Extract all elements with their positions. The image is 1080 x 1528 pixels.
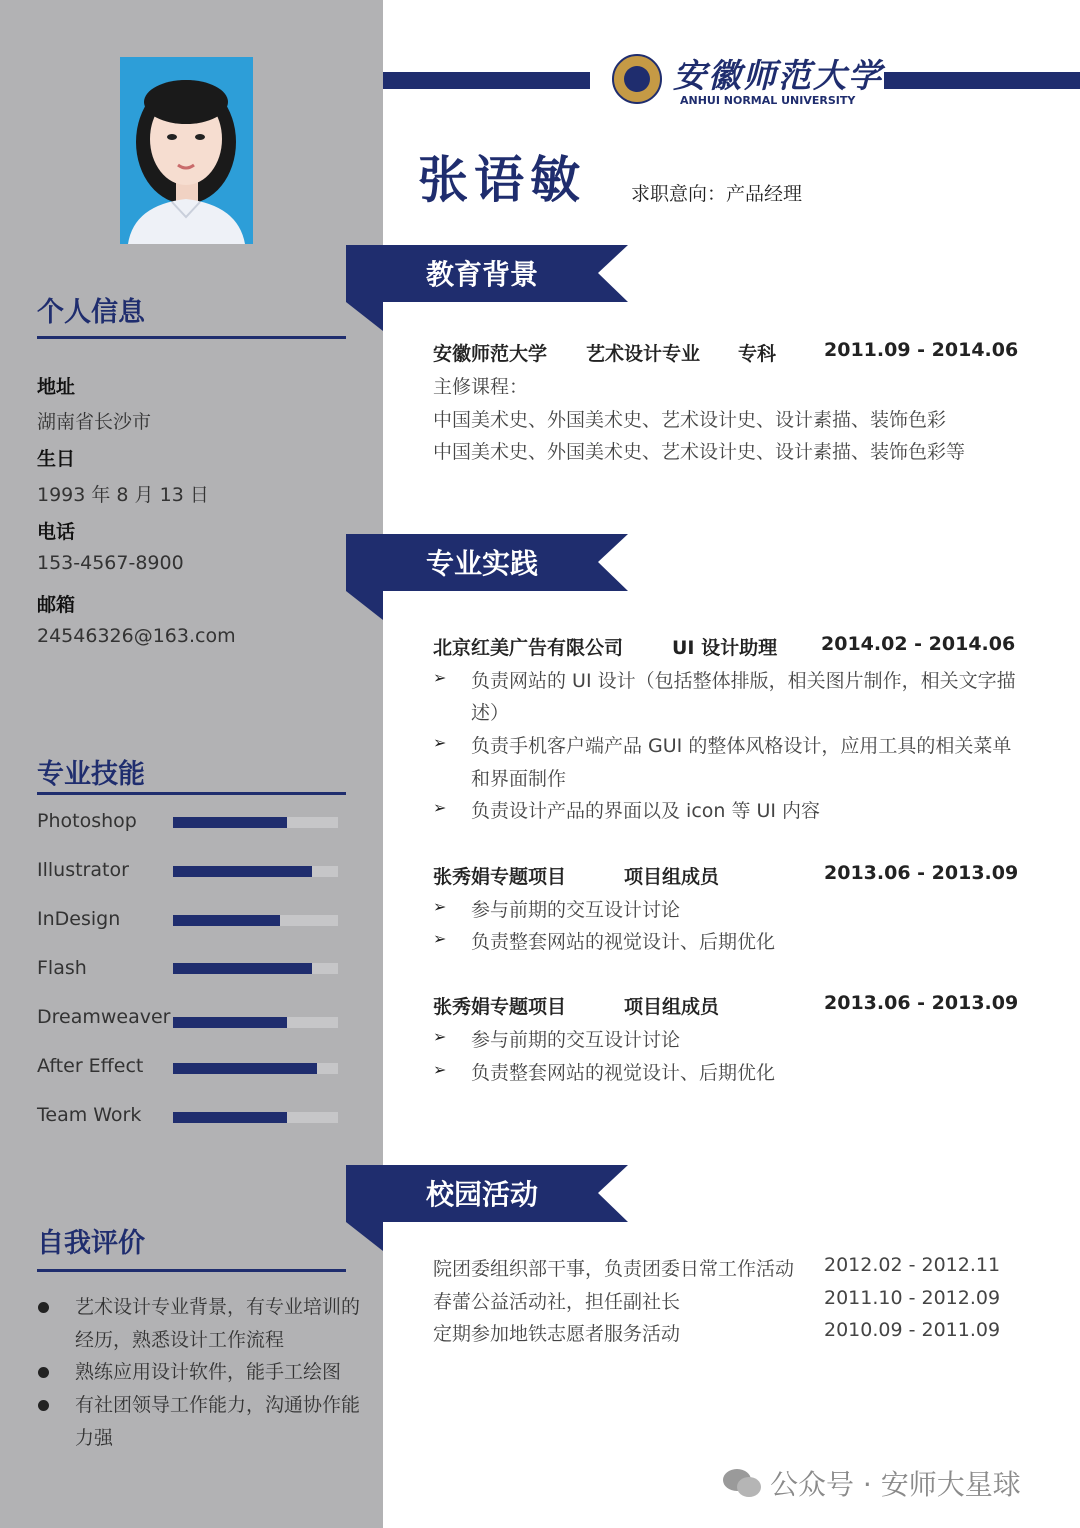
practice-item: 参与前期的交互设计讨论 — [471, 899, 681, 921]
practice-org: 张秀娟专题项目 — [433, 996, 567, 1018]
arrow-bullet-icon: ➢ — [433, 929, 447, 948]
course-line: 中国美术史、外国美术史、艺术设计史、设计素描、装饰色彩等 — [433, 441, 966, 463]
skill-bar-fill — [173, 1063, 317, 1074]
practice-heading: 专业实践 — [426, 547, 539, 580]
phone-label: 电话 — [37, 521, 76, 543]
skills-heading: 专业技能 — [37, 759, 145, 790]
candidate-name: 张语敏 — [418, 151, 586, 209]
skill-bar — [173, 1017, 338, 1028]
campus-activity: 春蕾公益活动社，担任副社长 — [433, 1291, 681, 1313]
practice-item: 负责网站的 UI 设计（包括整体排版，相关图片制作，相关文字描 — [471, 670, 1016, 692]
practice-role: 项目组成员 — [624, 996, 720, 1018]
skill-name: Team Work — [37, 1104, 142, 1126]
skill-name: After Effect — [37, 1055, 144, 1077]
education-degree: 专科 — [738, 343, 777, 365]
skill-bar-fill — [173, 915, 280, 926]
skill-bar-fill — [173, 1017, 287, 1028]
skill-name: InDesign — [37, 908, 121, 930]
skill-name: Illustrator — [37, 859, 129, 881]
practice-period: 2014.02 - 2014.06 — [821, 633, 1016, 655]
skill-name: Photoshop — [37, 810, 137, 832]
education-major: 艺术设计专业 — [586, 343, 701, 365]
address-value: 湖南省长沙市 — [37, 411, 152, 433]
evaluation-item: 熟练应用设计软件，能手工绘图 — [75, 1361, 342, 1383]
arrow-bullet-icon: ➢ — [433, 897, 447, 916]
section-ribbon-campus — [346, 1165, 630, 1222]
practice-item: 参与前期的交互设计讨论 — [471, 1029, 681, 1051]
campus-period: 2011.10 - 2012.09 — [824, 1287, 1001, 1309]
skill-bar-fill — [173, 1112, 287, 1123]
bullet-dot-icon — [38, 1302, 49, 1313]
section-ribbon-practice — [346, 534, 630, 591]
practice-item-continued: 述） — [471, 702, 510, 724]
skill-bar — [173, 963, 338, 974]
practice-role: UI 设计助理 — [672, 637, 778, 659]
section-ribbon-education — [346, 245, 630, 302]
birthday-value: 1993 年 8 月 13 日 — [37, 484, 209, 506]
practice-period: 2013.06 - 2013.09 — [824, 992, 1019, 1014]
phone-value: 153-4567-8900 — [37, 552, 184, 574]
courses-label: 主修课程： — [433, 376, 529, 398]
university-name-en: ANHUI NORMAL UNIVERSITY — [680, 94, 856, 107]
arrow-bullet-icon: ➢ — [433, 1027, 447, 1046]
education-school: 安徽师范大学 — [433, 343, 548, 365]
wechat-icon — [722, 1467, 762, 1499]
skill-name: Flash — [37, 957, 87, 979]
skill-bar-fill — [173, 866, 312, 877]
evaluation-item: 有社团领导工作能力，沟通协作能力强 — [75, 1394, 361, 1449]
profile-photo — [120, 57, 253, 244]
address-label: 地址 — [37, 376, 76, 398]
personal-info-heading: 个人信息 — [37, 297, 145, 328]
arrow-bullet-icon: ➢ — [433, 798, 447, 817]
watermark-text: 公众号 · 安师大星球 — [770, 1468, 1021, 1501]
education-period: 2011.09 - 2014.06 — [824, 339, 1019, 361]
practice-item: 负责设计产品的界面以及 icon 等 UI 内容 — [471, 800, 821, 822]
bullet-dot-icon — [38, 1367, 49, 1378]
university-name-cn: 安徽师范大学 — [673, 56, 883, 95]
skill-bar — [173, 1112, 338, 1123]
skill-bar-fill — [173, 817, 287, 828]
email-label: 邮箱 — [37, 594, 76, 616]
arrow-bullet-icon: ➢ — [433, 668, 447, 687]
job-intent — [631, 179, 802, 206]
practice-item: 负责整套网站的视觉设计、后期优化 — [471, 931, 776, 953]
skill-bar-fill — [173, 963, 312, 974]
practice-period: 2013.06 - 2013.09 — [824, 862, 1019, 884]
course-line: 中国美术史、外国美术史、艺术设计史、设计素描、装饰色彩 — [433, 409, 947, 431]
self-evaluation-heading: 自我评价 — [37, 1228, 145, 1259]
evaluation-item: 艺术设计专业背景，有专业培训的经历，熟悉设计工作流程 — [75, 1296, 361, 1351]
practice-item-continued: 和界面制作 — [471, 768, 567, 790]
bullet-dot-icon — [38, 1400, 49, 1411]
birthday-label: 生日 — [37, 448, 76, 470]
skill-bar — [173, 817, 338, 828]
campus-period: 2010.09 - 2011.09 — [824, 1319, 1001, 1341]
practice-org: 北京红美广告有限公司 — [433, 637, 624, 659]
practice-org: 张秀娟专题项目 — [433, 866, 567, 888]
skills-divider — [37, 792, 346, 795]
self-evaluation-divider — [37, 1269, 346, 1272]
personal-info-divider — [37, 336, 346, 339]
job-intent-value: 产品经理 — [726, 183, 803, 205]
arrow-bullet-icon: ➢ — [433, 1060, 447, 1079]
education-heading: 教育背景 — [426, 258, 539, 291]
email-value: 24546326@163.com — [37, 625, 236, 647]
skill-bar — [173, 866, 338, 877]
university-seal-logo — [612, 54, 662, 104]
practice-role: 项目组成员 — [624, 866, 720, 888]
practice-item: 负责手机客户端产品 GUI 的整体风格设计，应用工具的相关菜单 — [471, 735, 1012, 757]
campus-activity: 定期参加地铁志愿者服务活动 — [433, 1323, 681, 1345]
header-bar-left — [383, 72, 590, 89]
skill-bar — [173, 1063, 338, 1074]
job-intent-label: 求职意向： — [631, 183, 727, 205]
header-bar-right — [884, 72, 1080, 89]
practice-item: 负责整套网站的视觉设计、后期优化 — [471, 1062, 776, 1084]
arrow-bullet-icon: ➢ — [433, 733, 447, 752]
campus-activity: 院团委组织部干事，负责团委日常工作活动 — [433, 1258, 795, 1280]
skill-name: Dreamweaver — [37, 1006, 171, 1028]
campus-period: 2012.02 - 2012.11 — [824, 1254, 1001, 1276]
skill-bar — [173, 915, 338, 926]
campus-heading: 校园活动 — [426, 1178, 539, 1211]
